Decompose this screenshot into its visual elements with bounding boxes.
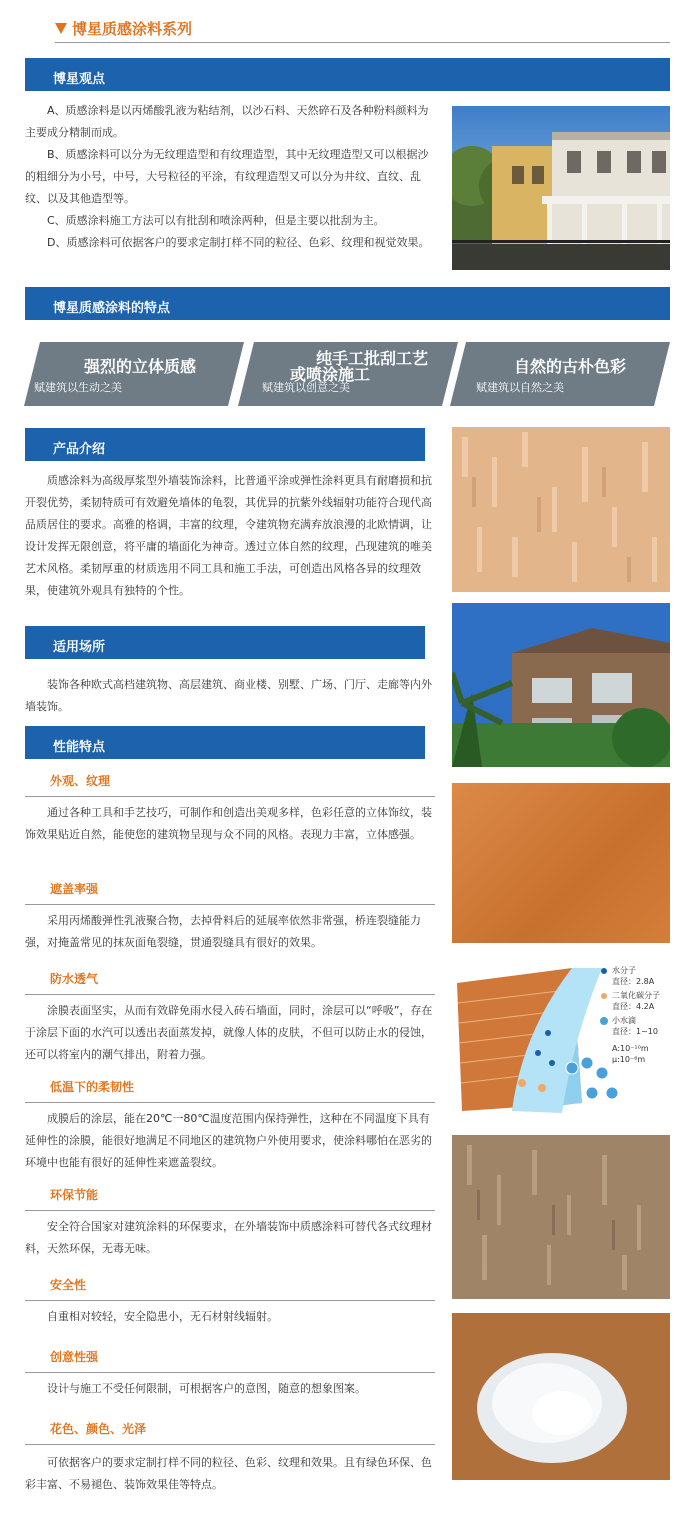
performance-heading: 性能特点: [53, 740, 106, 755]
performance-item-text: [25, 1452, 435, 1496]
triangle-down-icon: [55, 23, 67, 34]
product-intro-text: [25, 470, 435, 602]
applications-text: [25, 674, 435, 718]
performance-item-text: [25, 1000, 435, 1066]
legend-detail: 直径：4.2A: [612, 1002, 655, 1011]
performance-item-text: [25, 910, 435, 954]
legend-unit: μ:10⁻⁶m: [612, 1055, 646, 1064]
divider: [25, 1210, 435, 1211]
performance-item-title: 防水透气: [50, 972, 99, 986]
performance-header: [25, 726, 425, 759]
divider: [25, 1372, 435, 1373]
product-intro-header: [25, 428, 425, 461]
feature-subtitle: 赋建筑以创意之美: [262, 381, 350, 394]
performance-item-paragraph: 涂膜表面坚实，从而有效辟免雨水侵入砖石墙面，同时，涂层可以“呼吸”，存在于涂层下面的水汽可以透出表面蒸发掉，就像人体的皮肤，不但可以防止水的侵蚀，还可以将室内的潮气排出，附着力强。: [25, 1004, 433, 1061]
feature-subtitle: 赋建筑以自然之美: [476, 381, 564, 394]
feature-subtitle: 赋建筑以生动之美: [34, 381, 122, 394]
performance-item-text: [25, 1306, 435, 1328]
feature-pill-2: [238, 342, 458, 406]
divider: [25, 904, 435, 905]
breathable-coating-diagram: [452, 963, 670, 1113]
performance-item-title: 环保节能: [50, 1188, 99, 1202]
feature-title: 自然的古朴色彩: [514, 357, 627, 376]
feature-pill-1: [24, 342, 244, 406]
page-title: 博星质感涂料系列: [72, 20, 193, 38]
applications-paragraph: 装饰各种欧式高档建筑物、高层建筑、商业楼、别墅、广场、门厅、走廊等内外墙装饰。: [25, 678, 432, 713]
performance-item-title: 安全性: [50, 1278, 87, 1292]
feature-title: 强烈的立体质感: [84, 357, 197, 376]
feature-pill-3: [450, 342, 670, 406]
legend-unit: A:10⁻¹⁰m: [612, 1044, 649, 1053]
performance-item-paragraph: 可依据客户的要求定制打样不同的粒径、色彩、纹理和效果。且有绿色环保、色彩丰富、不易褪色、装饰效果佳等特点。: [25, 1456, 432, 1491]
product-intro-heading: 产品介绍: [53, 442, 106, 457]
performance-item-title: 花色、颜色、光泽: [50, 1422, 147, 1436]
performance-item-text: [25, 1378, 435, 1400]
applications-header: [25, 626, 425, 659]
performance-item-title: 创意性强: [50, 1350, 99, 1364]
applications-heading: 适用场所: [53, 640, 106, 655]
viewpoint-header: [25, 58, 670, 91]
performance-item-title: 遮盖率强: [50, 882, 99, 896]
legend-name: 小水滴: [612, 1016, 636, 1025]
divider: [25, 1444, 435, 1445]
legend-name: 水分子: [612, 966, 636, 975]
legend-water-molecule-icon: [601, 968, 607, 974]
townhouse-photo: [452, 106, 670, 270]
building-photo: [452, 603, 670, 767]
texture-sample-photo: [452, 427, 670, 592]
viewpoint-paragraph: C、质感涂料施工方法可以有批刮和喷涂两种，但是主要以批刮为主。: [47, 214, 385, 227]
legend-detail: 直径：2.8A: [612, 977, 655, 986]
performance-item-paragraph: 设计与施工不受任何限制，可根据客户的意图，随意的想象图案。: [47, 1382, 366, 1395]
legend-detail: 直径：1~10: [612, 1027, 658, 1036]
divider: [25, 994, 435, 995]
quartz-sand-photo: [452, 1313, 670, 1480]
divider: [25, 1102, 435, 1103]
feature-title: 纯手工批刮工艺: [316, 349, 429, 368]
features-header: [25, 287, 670, 320]
viewpoint-paragraph: A、质感涂料是以丙烯酸乳液为粘结剂，以沙石料、天然碎石及各种粉料颜料为主要成分精制而成。: [25, 104, 429, 139]
performance-item-paragraph: 采用丙烯酸弹性乳液聚合物，去掉骨料后的延展率依然非常强，桥连裂缝能力强，对掩盖常见的抹灰面龟裂缝，贯通裂缝具有很好的效果。: [25, 914, 421, 949]
feature-title: 或喷涂施工: [290, 365, 371, 384]
legend-droplet-icon: [600, 1017, 608, 1025]
divider: [25, 1300, 435, 1301]
brown-texture-photo: [452, 1135, 670, 1299]
diagram-legend: [612, 965, 660, 1065]
viewpoint-text: [25, 100, 435, 254]
product-intro-paragraph: 质感涂料为高级厚浆型外墙装饰涂料，比普通平涂或弹性涂料更具有耐磨损和抗开裂优势，柔韧特质可有效避免墙体的龟裂，其优异的抗紫外线辐射功能符合现代高品质居住的要求。高雅的格调，丰富的纹理，令建筑物充满弃放浪漫的北欧情调，让设计发挥无限创意，将平庸的墙面化为神奇。透过立体自然的纹理，凸现建筑的唯美艺术风格。柔韧厚重的材质选用不同工具和施工手法，可创造出风格各异的纹理效果，使建筑外观具有独特的个性。: [25, 474, 432, 597]
performance-item-title: 低温下的柔韧性: [50, 1080, 135, 1094]
performance-item-text: [25, 802, 435, 846]
orange-texture-photo: [452, 783, 670, 943]
features-heading: 博星质感涂料的特点: [53, 301, 171, 316]
page-title-bar: [55, 14, 670, 43]
viewpoint-paragraph: D、质感涂料可依据客户的要求定制打样不同的粒径、色彩、纹理和视觉效果。: [47, 236, 430, 249]
viewpoint-paragraph: B、质感涂料可以分为无纹理造型和有纹理造型，其中无纹理造型又可以根据沙的粗细分为小号，中号，大号粒径的平涂，有纹理造型又可以分为井纹、直纹、乱纹、以及其他造型等。: [25, 148, 429, 205]
viewpoint-heading: 博星观点: [53, 72, 106, 87]
performance-item-paragraph: 自重相对较轻，安全隐患小，无石材射线辐射。: [47, 1310, 278, 1323]
legend-name: 二氧化碳分子: [612, 991, 660, 1000]
performance-item-paragraph: 通过各种工具和手艺技巧，可制作和创造出美观多样，色彩任意的立体饰纹，装饰效果贴近自然，能使您的建筑物呈现与众不同的风格。表现力丰富，立体感强。: [25, 806, 432, 841]
performance-item-title: 外观、纹理: [50, 774, 111, 788]
performance-item-text: [25, 1216, 435, 1260]
divider: [25, 796, 435, 797]
legend-co2-icon: [601, 993, 607, 999]
performance-item-paragraph: 成膜后的涂层，能在20℃一80℃温度范围内保持弹性，这种在不同温度下具有延伸性的涂膜，能很好地满足不同地区的建筑物户外使用要求，使涂料哪怕在恶劣的环境中也能有很好的延伸性来遮盖裂纹。: [25, 1112, 432, 1169]
performance-item-paragraph: 安全符合国家对建筑涂料的环保要求，在外墙装饰中质感涂料可替代各式纹理材料，天然环保，无毒无味。: [25, 1220, 432, 1255]
performance-item-text: [25, 1108, 435, 1174]
